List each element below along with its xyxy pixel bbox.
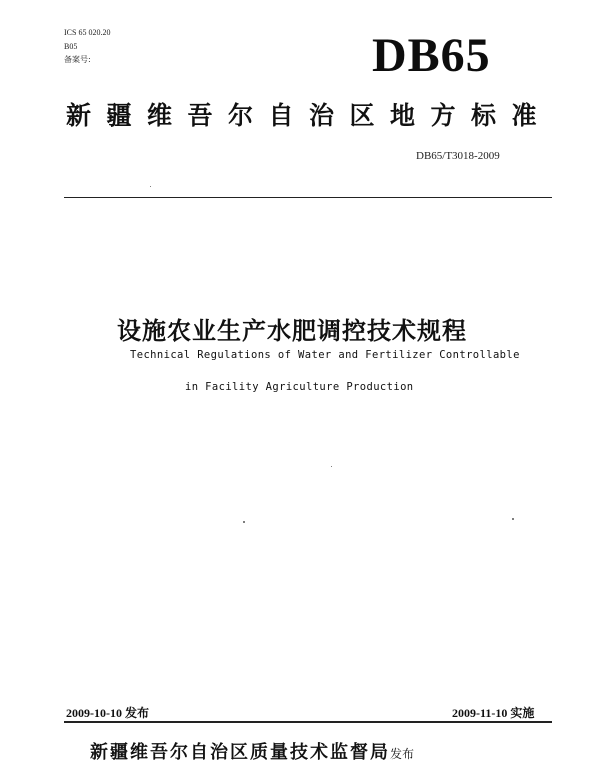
- scan-speck: [243, 521, 245, 523]
- effective-date: 2009-11-10 实施: [452, 706, 535, 720]
- issue-date: 2009-10-10 发布: [66, 706, 149, 720]
- scan-speck: [512, 518, 514, 520]
- classification-code: B05: [64, 42, 78, 51]
- document-title-english-line1: Technical Regulations of Water and Fertilizer Controllable: [130, 349, 520, 361]
- publisher-suffix: 发布: [390, 747, 415, 761]
- record-number-label: 备案号:: [64, 55, 91, 64]
- publisher-line: [90, 738, 414, 764]
- scan-speck: [331, 466, 332, 467]
- top-divider: [64, 197, 552, 198]
- document-title-chinese: 设施农业生产水肥调控技术规程: [117, 317, 467, 345]
- standard-number: DB65/T3018-2009: [416, 150, 500, 162]
- scan-speck: [150, 186, 151, 187]
- ics-code: ICS 65 020.20: [64, 28, 111, 37]
- issuing-standard-title: 新疆维吾尔自治区地方标准: [66, 101, 553, 130]
- publisher-name: 新疆维吾尔自治区质量技术监督局: [90, 742, 390, 763]
- db65-logo: DB65: [372, 29, 491, 82]
- bottom-divider: [64, 721, 552, 723]
- document-title-english-line2: in Facility Agriculture Production: [185, 381, 414, 393]
